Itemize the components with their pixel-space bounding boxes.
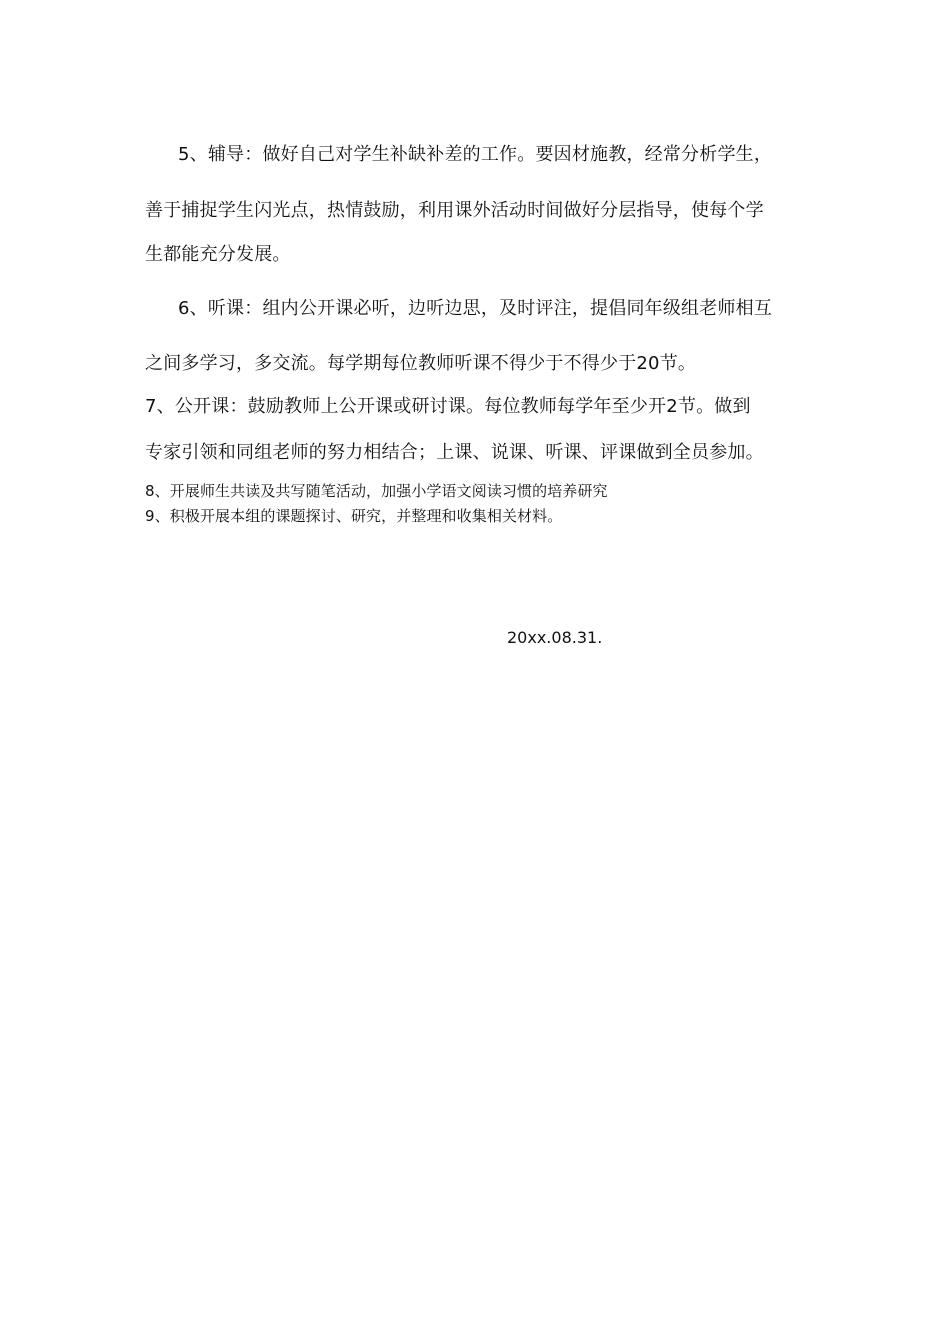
document-date: 20xx.08.31.	[507, 628, 603, 647]
paragraph-5-line-2: 善于捕捉学生闪光点，热情鼓励，利用课外活动时间做好分层指导，使每个学	[145, 200, 764, 221]
paragraph-6-line-2: 之间多学习，多交流。每学期每位教师听课不得少于不得少于20节。	[145, 353, 697, 374]
paragraph-7-line-2: 专家引领和同组老师的努力相结合；上课、说课、听课、评课做到全员参加。	[145, 442, 764, 463]
paragraph-5-line-1: 5、辅导：做好自己对学生补缺补差的工作。要因材施教，经常分析学生，	[178, 144, 773, 165]
paragraph-7-line-1: 7、公开课：鼓励教师上公开课或研讨课。每位教师每学年至少开2节。做到	[145, 396, 751, 417]
paragraph-6-line-1: 6、听课：组内公开课必听，边听边思，及时评注，提倡同年级组老师相互	[178, 298, 773, 319]
paragraph-8: 8、开展师生共读及共写随笔活动，加强小学语文阅读习惯的培养研究	[145, 482, 608, 500]
paragraph-9: 9、积极开展本组的课题探讨、研究，并整理和收集相关材料。	[145, 507, 563, 525]
paragraph-5-line-3: 生都能充分发展。	[145, 244, 291, 265]
